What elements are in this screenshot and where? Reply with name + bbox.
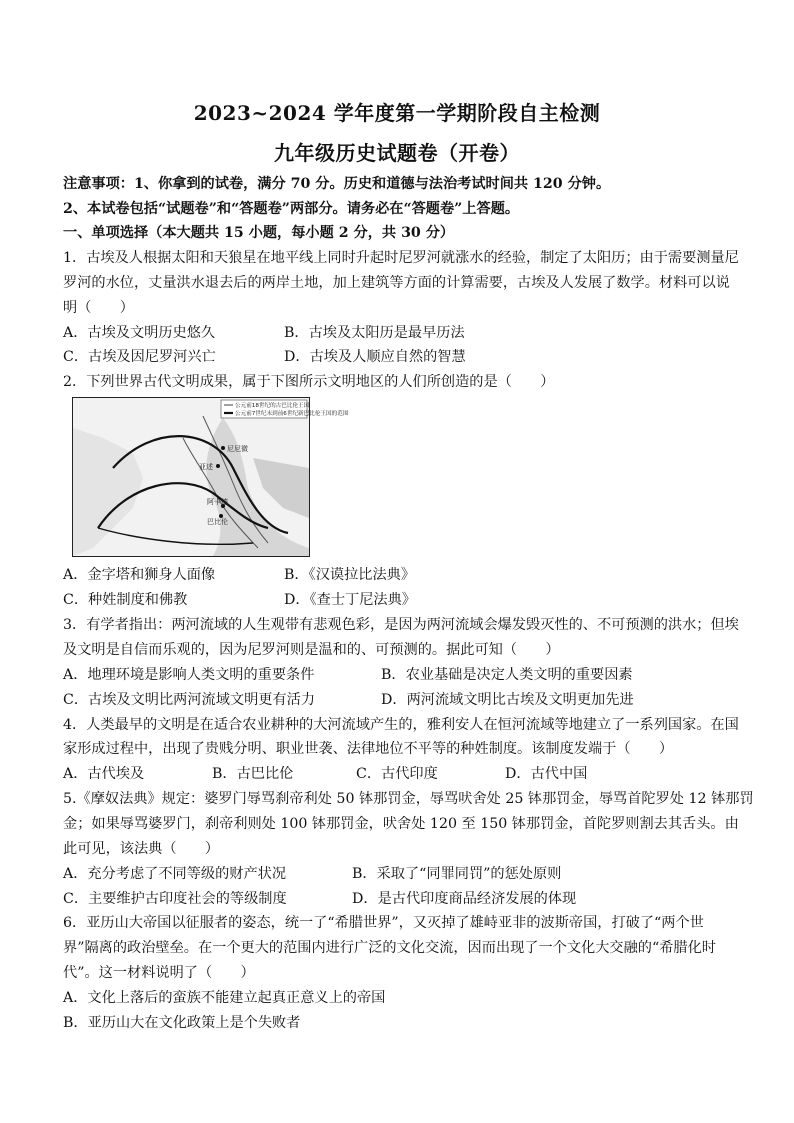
q5-option-d[interactable]: D．是古代印度商品经济发展的体现 (352, 891, 577, 907)
q3-stem-line-2: 及文明是自信而乐观的，因为尼罗河则是温和的、可预测的。据此可知（ ） (63, 642, 560, 658)
map-label-babylon: 巴比伦 (207, 518, 228, 526)
q4-stem-line-2: 家形成过程中，出现了贵贱分明、职业世袭、法律地位不平等的种姓制度。该制度发端于（ ） (63, 741, 674, 757)
q5-stem-line-2: 金；如果辱骂婆罗门，刹帝利则处 100 钵那罚金，吠舍处 120 至 150 钵那罚金，首陀罗则割去其舌头。由 (63, 816, 739, 832)
q4-option-a[interactable]: A．古代埃及 (63, 766, 145, 782)
q5-stem-line-1: 5.《摩奴法典》规定：婆罗门辱骂刹帝利处 50 钵那罚金，辱骂吠舍处 25 钵那罚金，辱骂首陀罗处 12 钵那罚 (63, 791, 754, 807)
q4-option-d[interactable]: D．古代中国 (505, 766, 588, 782)
q6-option-a[interactable]: A．文化上落后的蛮族不能建立起真正意义上的帝国 (63, 990, 386, 1006)
q3-option-d[interactable]: D．两河流域文明比古埃及文明更加先进 (381, 692, 634, 708)
q1-option-a[interactable]: A．古埃及文明历史悠久 (63, 325, 216, 341)
q5-option-c[interactable]: C．主要维护古印度社会的等级制度 (63, 891, 287, 907)
q2-option-a[interactable]: A．金字塔和狮身人面像 (63, 567, 216, 583)
q5-option-b[interactable]: B．采取了“同罪同罚”的惩处原则 (352, 866, 562, 882)
map-legend-1: 公元前18世纪的古巴比伦王国 (235, 403, 310, 409)
q5-stem-line-3: 此可见，该法典（ ） (63, 841, 220, 857)
q6-stem-line-2: 界”隔离的政治壁垒。在一个更大的范围内进行广泛的文化交流，因而出现了一个文化大交融的“希腊化时 (63, 940, 716, 956)
q1-option-b[interactable]: B．古埃及太阳历是最早历法 (284, 325, 465, 341)
q2-option-d[interactable]: D．《查士丁尼法典》 (284, 592, 416, 608)
q6-option-b[interactable]: B．亚历山大在文化政策上是个失败者 (63, 1015, 301, 1031)
mesopotamia-map (72, 397, 349, 557)
q3-option-c[interactable]: C．古埃及文明比两河流域文明更有活力 (63, 692, 316, 708)
q6-stem-line-3: 代”。这一材料说明了（ ） (63, 965, 255, 981)
q1-stem-line-3: 明（ ） (63, 300, 134, 316)
exam-subtitle: 九年级历史试题卷（开卷） (274, 141, 520, 165)
q1-stem-line-2: 罗河的水位，丈量洪水退去后的两岸土地，加上建筑等方面的计算需要，古埃及人发展了数学。材料可以说 (63, 275, 730, 291)
q6-stem-line-1: 6．亚历山大帝国以征服者的姿态，统一了“希腊世界”，又灭掉了雄峙亚非的波斯帝国，打破了“两个世 (63, 915, 704, 931)
q2-option-c[interactable]: C．种姓制度和佛教 (63, 592, 188, 608)
notes-line-2: 2、本试卷包括“试题卷”和“答题卷”两部分。请务必在“答题卷”上答题。 (63, 201, 520, 217)
q4-option-c[interactable]: C．古代印度 (356, 766, 438, 782)
exam-title: 2023~2024 学年度第一学期阶段自主检测 (193, 101, 601, 125)
q3-option-a[interactable]: A．地理环境是影响人类文明的重要条件 (63, 667, 315, 683)
map-label-akkad: 阿卡德 (207, 498, 228, 506)
q1-stem-line-1: 1．古埃及人根据太阳和天狼星在地平线上同时升起时尼罗河就涨水的经验，制定了太阳历；由于需要测量尼 (63, 250, 739, 266)
q3-stem-line-1: 3．有学者指出：两河流域的人生观带有悲观色彩，是因为两河流域会爆发毁灭性的、不可预测的洪水；但埃 (63, 617, 739, 633)
notes-line-1: 注意事项：1、你拿到的试卷，满分 70 分。历史和道德与法治考试时间共 120 分钟。 (63, 176, 611, 192)
q1-option-d[interactable]: D．古埃及人顺应自然的智慧 (284, 349, 466, 365)
map-legend-2: 公元前7世纪末到前6世纪新巴比伦王国的范围 (235, 411, 349, 417)
q2-option-b[interactable]: B．《汉谟拉比法典》 (284, 567, 416, 583)
q2-stem: 2．下列世界古代文明成果，属于下图所示文明地区的人们所创造的是（ ） (63, 374, 555, 390)
section-heading: 一、单项选择（本大题共 15 小题，每小题 2 分，共 30 分） (63, 225, 455, 241)
q5-option-a[interactable]: A．充分考虑了不同等级的财产状况 (63, 866, 287, 882)
city-assur-dot (216, 464, 220, 468)
city-nineveh-dot (221, 446, 225, 450)
q1-option-c[interactable]: C．古埃及因尼罗河兴亡 (63, 349, 216, 365)
map-label-assur: 亚述 (199, 463, 213, 471)
map-label-nineveh: 尼尼微 (227, 445, 248, 453)
q4-option-b[interactable]: B．古巴比伦 (212, 766, 294, 782)
q4-stem-line-1: 4．人类最早的文明是在适合农业耕种的大河流域产生的，雅利安人在恒河流域等地建立了一系列国家。在国 (63, 717, 739, 733)
q3-option-b[interactable]: B．农业基础是决定人类文明的重要因素 (381, 667, 633, 683)
